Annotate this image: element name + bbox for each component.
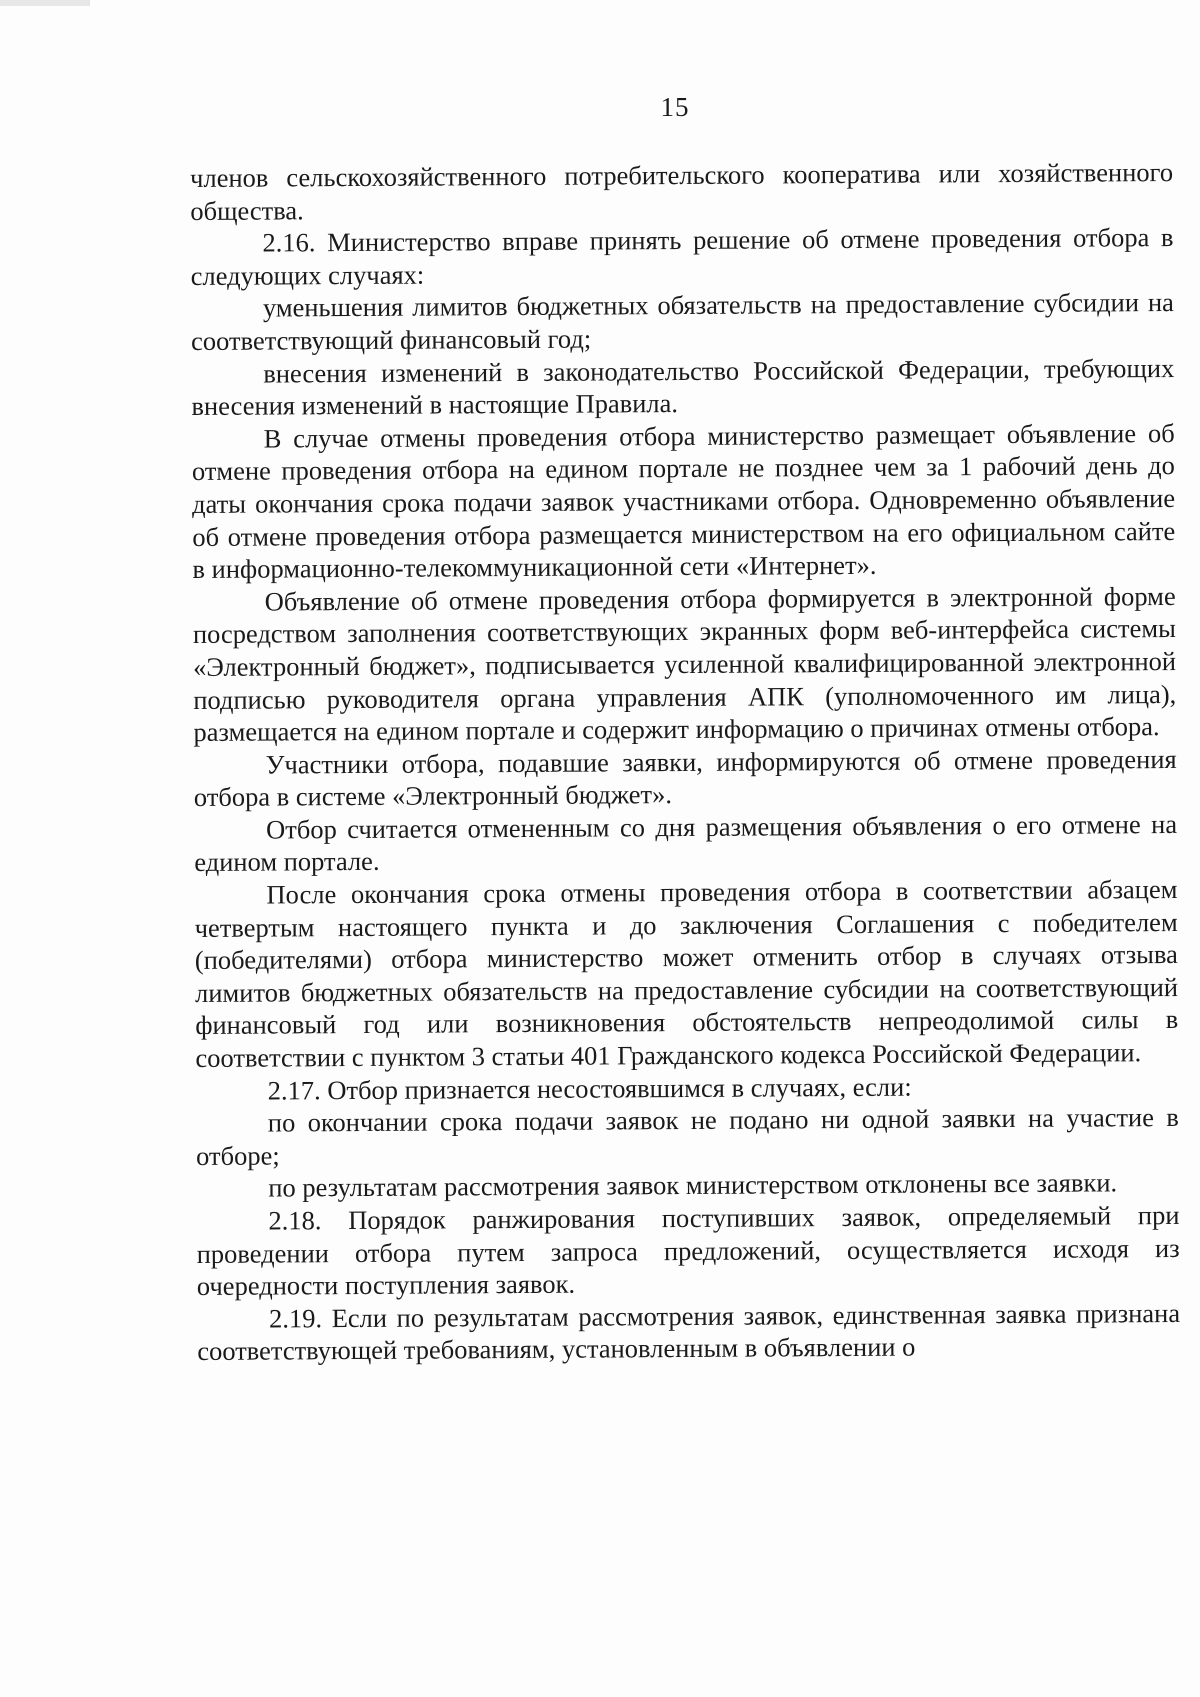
paragraph: уменьшения лимитов бюджетных обязательств на предоставление субсидии на соответствующий финансовый год; xyxy=(191,287,1174,356)
paragraph: Объявление об отмене проведения отбора формируется в электронной форме посредством заполнения соответствующих экранных форм веб-интерфейса системы «Электронный бюджет», подписывается усиленной квалифицированной электронной подписью руководителя органа управления АПК (уполномоченного им лица), размещается на едином портале и содержит информацию о причинах отмены отбора. xyxy=(192,580,1177,748)
paragraph-2-18: 2.18. Порядок ранжирования поступивших заявок, определяемый при проведении отбора путем запроса предложений, осуществляется исходя из очередности поступления заявок. xyxy=(196,1199,1180,1302)
paragraph-2-16: 2.16. Министерство вправе принять решение об отмене проведения отбора в следующих случаях: xyxy=(190,222,1174,291)
paragraph: по результатам рассмотрения заявок министерством отклонены все заявки. xyxy=(268,1167,1118,1203)
document-body xyxy=(190,156,1180,1368)
paragraph: внесения изменений в законодательство Российской Федерации, требующих внесения изменений в настоящие Правила. xyxy=(191,352,1175,422)
paragraph: членов сельскохозяйственного потребительского кооператива или хозяйственного общества. xyxy=(190,156,1174,226)
paragraph: Отбор считается отмененным со дня размещения объявления о его отмене на едином портале. xyxy=(194,808,1178,878)
page-number: 15 xyxy=(660,92,690,122)
paragraph-2-17: 2.17. Отбор признается несостоявшимся в случаях, если: xyxy=(267,1071,912,1106)
paragraph: Участники отбора, подавшие заявки, информируются об отмене проведения отбора в системе «Электронный бюджет». xyxy=(193,743,1177,813)
paragraph: по окончании срока подачи заявок не подано ни одной заявки на участие в отборе; xyxy=(195,1102,1179,1171)
paragraph-2-19: 2.19. Если по результатам рассмотрения заявок, единственная заявка признана соответствующей требованиям, установленным в объявлении о xyxy=(197,1297,1181,1367)
scan-artifact xyxy=(0,0,90,6)
paragraph: После окончания срока отмены проведения отбора в соответствии абзацем четвертым настоящего пункта и до заключения Соглашения с победителем (победителями) отбора министерство может отменить отбор в случаях отзыва лимитов бюджетных обязательств на предоставление субсидии на соответствующий финансовый год или возникновения обстоятельств непреодолимой силы в соответствии с пунктом 3 статьи 401 Гражданского кодекса Российской Федерации. xyxy=(194,874,1179,1074)
paragraph: В случае отмены проведения отбора министерство размещает объявление об отмене проведения отбора на едином портале не позднее чем за 1 рабочий день до даты окончания срока подачи заявок участниками отбора. Одновременно объявление об отмене проведения отбора размещается министерством на его официальном сайте в информационно-телекоммуникационной сети «Интернет». xyxy=(191,417,1176,585)
